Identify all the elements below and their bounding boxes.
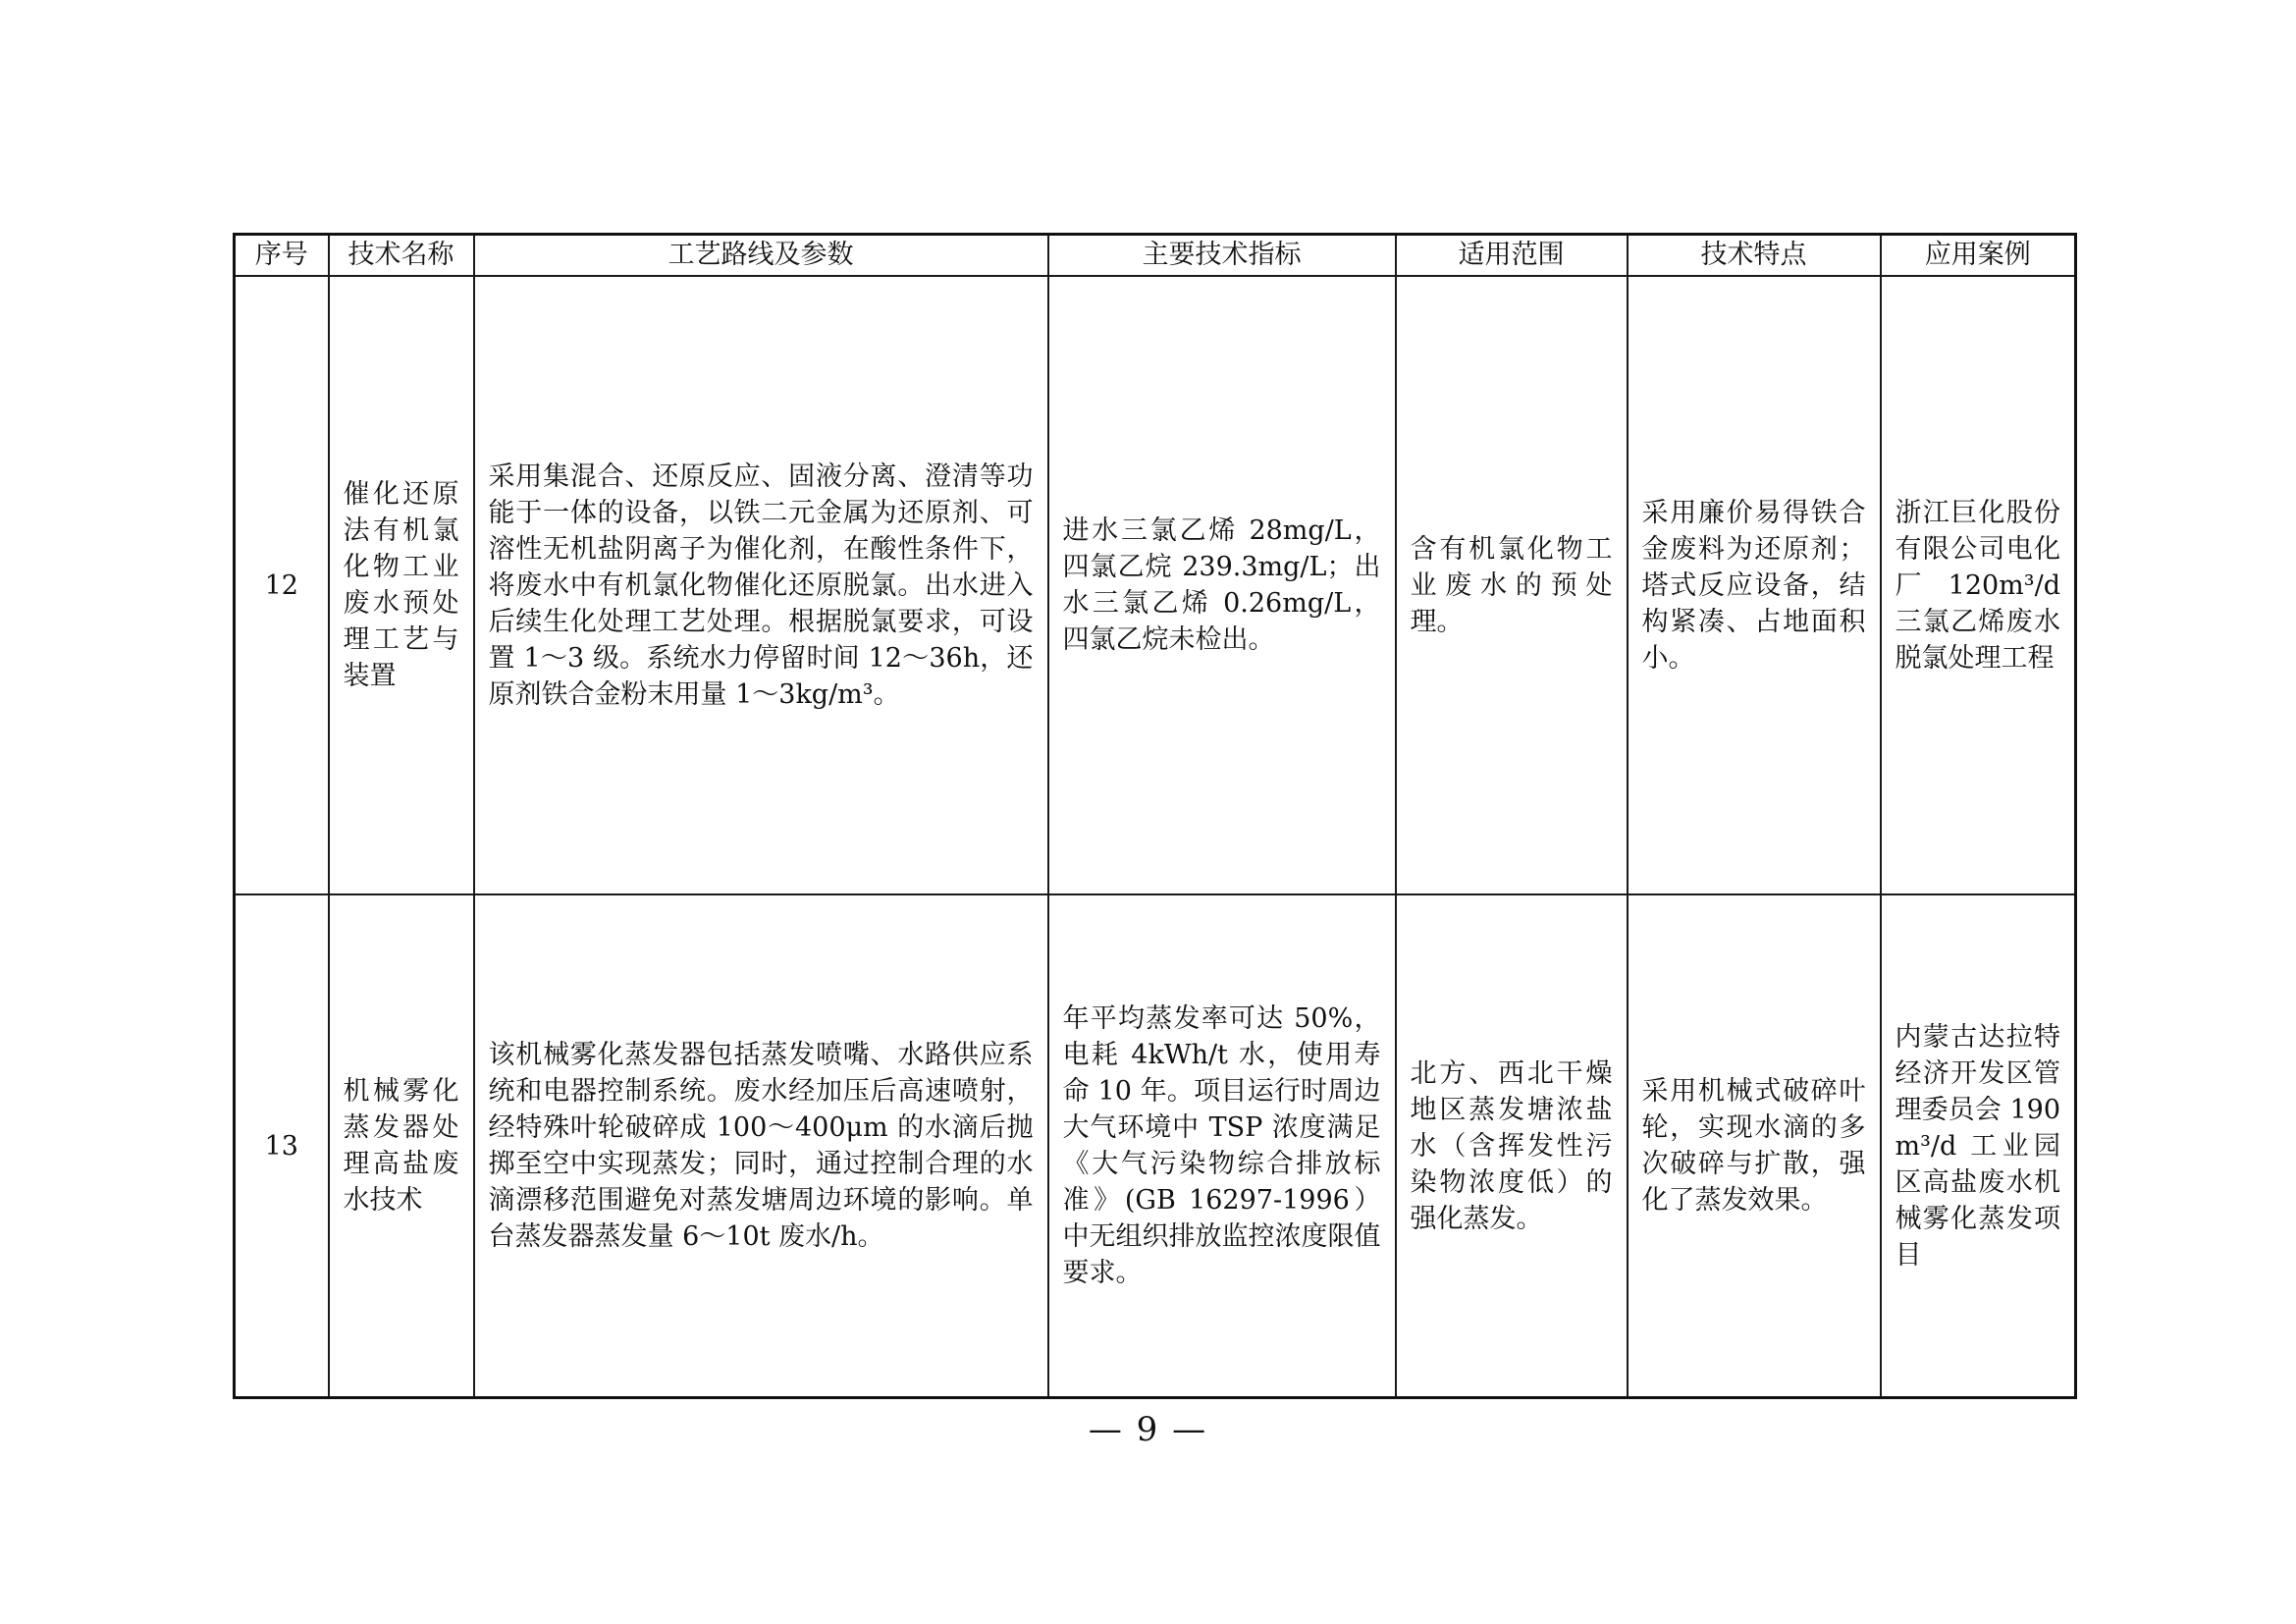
technology-name: 机械雾化蒸发器处理高盐废水技术 (343, 1076, 459, 1216)
process-parameters: 该机械雾化蒸发器包括蒸发喷嘴、水路供应系统和电器控制系统。废水经加压后高速喷射，经特殊叶轮破碎成 100～400μm 的水滴后抛掷至空中实现蒸发；同时，通过控制合理的水滴漂移范围避免对蒸发塘周边环境的影响。单台蒸发器蒸发量 6～10t 废水/h。 (488, 1040, 1034, 1252)
scope-cell (1396, 894, 1628, 1398)
table-header-row (235, 235, 2076, 277)
page-number: — 9 — (1088, 1410, 1208, 1449)
technology-name-cell (329, 276, 474, 894)
application-case: 内蒙古达拉特经济开发区管理委员会 190m³/d 工业园区高盐废水机械雾化蒸发项目 (1895, 1021, 2060, 1271)
technology-table (233, 233, 2077, 1399)
header-indicators: 主要技术指标 (1048, 235, 1396, 277)
case-cell (1881, 894, 2076, 1398)
indicators-cell (1048, 894, 1396, 1398)
table-row (235, 276, 2076, 894)
features-cell (1628, 276, 1881, 894)
row-number: 13 (235, 894, 329, 1398)
technology-name-cell (329, 894, 474, 1398)
header-process: 工艺路线及参数 (474, 235, 1048, 277)
technical-features: 采用机械式破碎叶轮，实现水滴的多次破碎与扩散，强化了蒸发效果。 (1641, 1076, 1866, 1216)
features-cell (1628, 894, 1881, 1398)
header-features: 技术特点 (1628, 235, 1881, 277)
application-case: 浙江巨化股份有限公司电化厂 120m³/d 三氯乙烯废水脱氯处理工程 (1895, 497, 2060, 674)
application-scope: 含有机氯化物工业废水的预处理。 (1410, 533, 1613, 637)
process-parameters: 采用集混合、还原反应、固液分离、澄清等功能于一体的设备，以铁二元金属为还原剂、可溶性无机盐阴离子为催化剂，在酸性条件下，将废水中有机氯化物催化还原脱氯。出水进入后续生化处理工艺处理。根据脱氯要求，可设置 1～3 级。系统水力停留时间 12～36h，还原剂铁合金粉末用量 1～3kg/m³。 (488, 460, 1034, 710)
technical-indicators: 进水三氯乙烯 28mg/L，四氯乙烷 239.3mg/L；出水三氯乙烯 0.26mg/L，四氯乙烷未检出。 (1062, 515, 1381, 655)
technology-name: 催化还原法有机氯化物工业废水预处理工艺与装置 (343, 479, 459, 691)
header-case: 应用案例 (1881, 235, 2076, 277)
scope-cell (1396, 276, 1628, 894)
header-scope: 适用范围 (1396, 235, 1628, 277)
case-cell (1881, 276, 2076, 894)
application-scope: 北方、西北干燥地区蒸发塘浓盐水（含挥发性污染物浓度低）的强化蒸发。 (1410, 1057, 1613, 1234)
header-no: 序号 (235, 235, 329, 277)
header-name: 技术名称 (329, 235, 474, 277)
process-cell (474, 894, 1048, 1398)
row-number: 12 (235, 276, 329, 894)
technical-features: 采用廉价易得铁合金废料为还原剂；塔式反应设备，结构紧凑、占地面积小。 (1641, 497, 1866, 674)
table-row (235, 894, 2076, 1398)
technical-indicators: 年平均蒸发率可达 50%，电耗 4kWh/t 水，使用寿命 10 年。项目运行时周边大气环境中 TSP 浓度满足《大气污染物综合排放标准》(GB 16297-1996）中无组织排放监控浓度限值要求。 (1062, 1003, 1381, 1288)
indicators-cell (1048, 276, 1396, 894)
process-cell (474, 276, 1048, 894)
